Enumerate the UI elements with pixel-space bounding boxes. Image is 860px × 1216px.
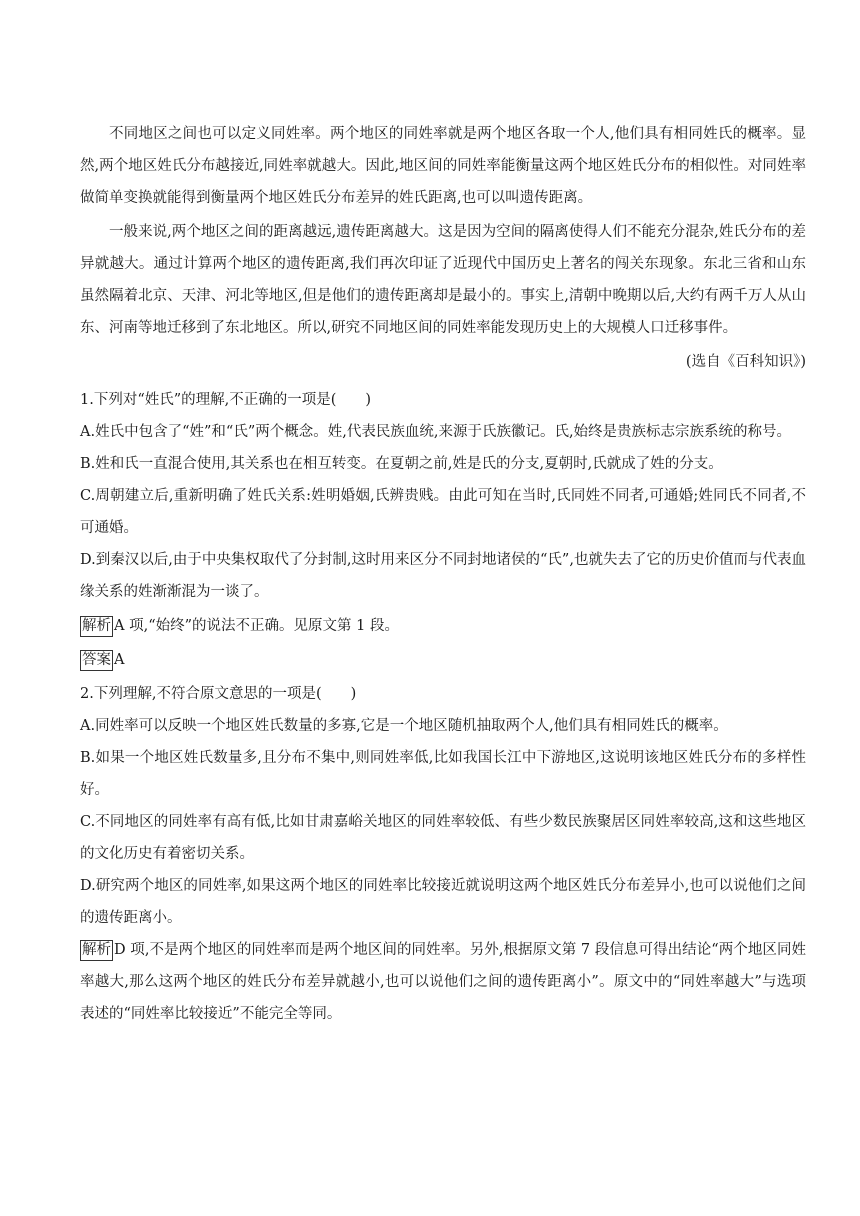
question-1 [80,384,806,676]
question-2-analysis [80,934,806,1030]
analysis-tag: 解析 [80,616,113,637]
analysis-tag: 解析 [80,940,113,961]
question-2-option-d: D.研究两个地区的同姓率,如果这两个地区的同姓率比较接近就说明这两个地区姓氏分布差异小,也可以说他们之间的遗传距离小。 [80,878,806,926]
answer-tag: 答案 [80,650,113,671]
question-1-option-b: B.姓和氏一直混合使用,其关系也在相互转变。在夏朝之前,姓是氏的分支,夏朝时,氏就成了姓的分支。 [80,456,723,472]
question-1-option-d: D.到秦汉以后,由于中央集权取代了分封制,这时用来区分不同封地诸侯的“氏”,也就失去了它的历史价值而与代表血缘关系的姓渐渐混为一谈了。 [80,552,806,600]
question-1-answer-text: A [114,652,125,668]
question-1-analysis-text: A 项,“始终”的说法不正确。见原文第 1 段。 [114,618,399,634]
document-page [80,118,806,1030]
question-2 [80,678,806,1030]
question-1-option-c: C.周朝建立后,重新明确了姓氏关系:姓明婚姻,氏辨贵贱。由此可知在当时,氏同姓不同者,可通婚;姓同氏不同者,不可通婚。 [80,488,806,536]
passage-paragraph-1: 不同地区之间也可以定义同姓率。两个地区的同姓率就是两个地区各取一个人,他们具有相同姓氏的概率。显然,两个地区姓氏分布越接近,同姓率就越大。因此,地区间的同姓率能衡量这两个地区姓氏分布的相似性。对同姓率做简单变换就能得到衡量两个地区姓氏分布差异的姓氏距离,也可以叫遗传距离。 [80,126,806,206]
question-1-analysis [80,610,806,642]
passage-source: (选自《百科知识》) [685,354,806,370]
question-2-stem: 2.下列理解,不符合原文意思的一项是( ) [80,686,357,702]
question-2-option-b: B.如果一个地区姓氏数量多,且分布不集中,则同姓率低,比如我国长江中下游地区,这说明该地区姓氏分布的多样性好。 [80,750,806,798]
question-2-analysis-text: D 项,不是两个地区的同姓率而是两个地区间的同姓率。另外,根据原文第 7 段信息可得出结论“两个地区同姓率越大,那么这两个地区的姓氏分布差异就越小,也可以说他们之间的遗传距离小”。原文中的“同姓率越大”与选项表述的“同姓率比较接近”不能完全等同。 [80,942,806,1022]
passage-paragraph-2: 一般来说,两个地区之间的距离越远,遗传距离越大。这是因为空间的隔离使得人们不能充分混杂,姓氏分布的差异就越大。通过计算两个地区的遗传距离,我们再次印证了近现代中国历史上著名的闯关东现象。东北三省和山东虽然隔着北京、天津、河北等地区,但是他们的遗传距离却是最小的。事实上,清朝中晚期以后,大约有两千万人从山东、河南等地迁移到了东北地区。所以,研究不同地区间的同姓率能发现历史上的大规模人口迁移事件。 [80,224,806,336]
question-1-stem: 1.下列对“姓氏”的理解,不正确的一项是( ) [80,392,372,408]
question-1-option-a: A.姓氏中包含了“姓”和“氏”两个概念。姓,代表民族血统,来源于氏族徽记。氏,始终是贵族标志宗族系统的称号。 [80,424,792,440]
question-2-option-a: A.同姓率可以反映一个地区姓氏数量的多寡,它是一个地区随机抽取两个人,他们具有相同姓氏的概率。 [80,718,728,734]
question-1-answer [80,644,806,676]
question-2-option-c: C.不同地区的同姓率有高有低,比如甘肃嘉峪关地区的同姓率较低、有些少数民族聚居区同姓率较高,这和这些地区的文化历史有着密切关系。 [80,814,806,862]
